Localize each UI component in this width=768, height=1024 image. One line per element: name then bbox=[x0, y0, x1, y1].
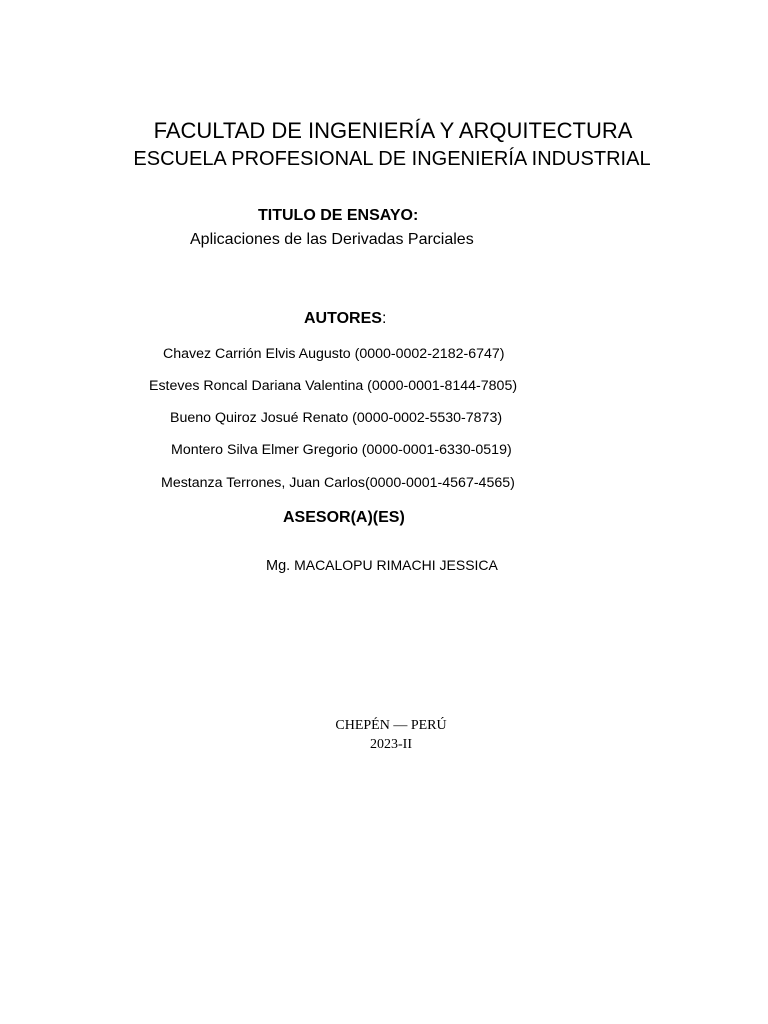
essay-title-label: TITULO DE ENSAYO: bbox=[258, 207, 419, 224]
advisor-heading: ASESOR(A)(ES) bbox=[283, 509, 405, 526]
academic-period: 2023-II bbox=[370, 737, 412, 752]
author-item: Esteves Roncal Dariana Valentina (0000-0001-8144-7805) bbox=[149, 378, 518, 394]
essay-title: Aplicaciones de las Derivadas Parciales bbox=[190, 231, 474, 248]
authors-heading bbox=[304, 311, 386, 327]
place: CHEPÉN — PERÚ bbox=[335, 718, 447, 733]
advisor-name: MACALOPU RIMACHI JESSICA bbox=[294, 557, 498, 573]
author-item: Chavez Carrión Elvis Augusto (0000-0002-2182-6747) bbox=[163, 346, 505, 362]
author-item: Bueno Quiroz Josué Renato (0000-0002-5530-7873) bbox=[170, 410, 503, 426]
advisor-name-line bbox=[266, 558, 498, 574]
author-item: Montero Silva Elmer Gregorio (0000-0001-6330-0519) bbox=[171, 442, 512, 458]
advisor-prefix: Mg. bbox=[266, 558, 291, 574]
authors-heading-colon: : bbox=[381, 310, 387, 327]
school-title: ESCUELA PROFESIONAL DE INGENIERÍA INDUSTRIAL bbox=[133, 148, 651, 170]
author-item: Mestanza Terrones, Juan Carlos(0000-0001-4567-4565) bbox=[161, 475, 515, 491]
faculty-title: FACULTAD DE INGENIERÍA Y ARQUITECTURA bbox=[153, 118, 633, 143]
authors-heading-text: AUTORES bbox=[304, 310, 382, 327]
